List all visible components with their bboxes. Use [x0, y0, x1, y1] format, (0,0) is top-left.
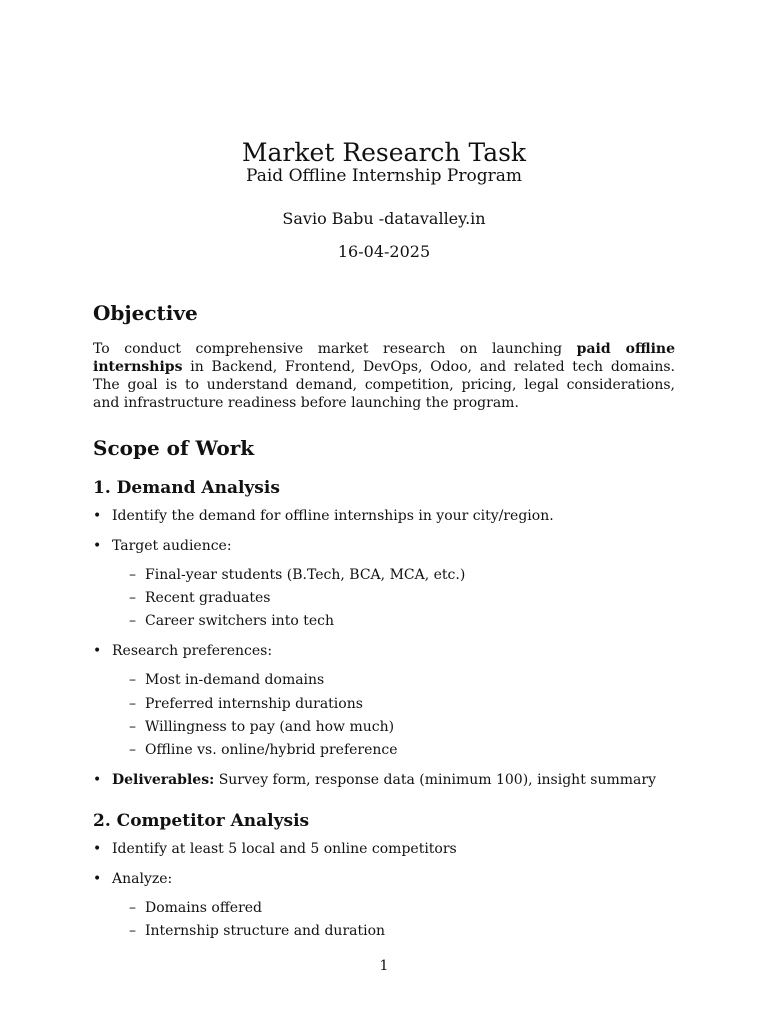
competitor-heading: 2. Competitor Analysis: [93, 811, 310, 831]
competitor-item-identify: Identify at least 5 local and 5 online competitors: [112, 841, 457, 857]
analyze-dash-1: –: [129, 900, 136, 916]
demand-item-audience: Target audience:: [112, 538, 232, 554]
audience-item: Career switchers into tech: [145, 613, 334, 629]
document-title: Market Research Task: [241, 138, 527, 167]
preference-item: Most in-demand domains: [145, 672, 325, 688]
objective-heading: Objective: [93, 301, 198, 325]
scope-heading: Scope of Work: [93, 436, 255, 460]
document-date: 16-04-2025: [337, 242, 431, 261]
demand-bullet-4: •: [93, 772, 102, 788]
demand-item-identify: Identify the demand for offline internships in your city/region.: [112, 508, 554, 524]
audience-dash-2: –: [129, 590, 136, 606]
deliverables-text: Survey form, response data (minimum 100), insight summary: [214, 772, 656, 788]
preference-item: Preferred internship durations: [145, 696, 363, 712]
preference-dash-2: –: [129, 696, 136, 712]
objective-paragraph: [93, 340, 675, 412]
demand-bullet-1: •: [93, 508, 102, 524]
demand-deliverables: [112, 771, 656, 789]
audience-dash-1: –: [129, 567, 136, 583]
preference-dash-3: –: [129, 719, 136, 735]
preference-item: Offline vs. online/hybrid preference: [145, 742, 398, 758]
competitor-bullet-2: •: [93, 871, 102, 887]
analyze-item: Internship structure and duration: [145, 923, 386, 939]
demand-bullet-2: •: [93, 538, 102, 554]
analyze-item: Domains offered: [145, 900, 263, 916]
preference-dash-1: –: [129, 672, 136, 688]
document-author: Savio Babu -datavalley.in: [282, 209, 486, 228]
objective-text-end: in Backend, Frontend, DevOps, Odoo, and related tech domains. The goal is to understand demand, competition, pricing, legal considerations, and infrastructure readiness before launching the program.: [93, 359, 675, 411]
preference-item: Willingness to pay (and how much): [145, 719, 395, 735]
deliverables-label: Deliverables:: [112, 772, 215, 788]
audience-dash-3: –: [129, 613, 136, 629]
audience-item: Recent graduates: [145, 590, 271, 606]
objective-text-start: To conduct comprehensive market research on launching: [93, 341, 577, 357]
document-subtitle: Paid Offline Internship Program: [246, 166, 522, 186]
page-number: 1: [379, 958, 389, 974]
analyze-dash-2: –: [129, 923, 136, 939]
audience-item: Final-year students (B.Tech, BCA, MCA, etc.): [145, 567, 466, 583]
competitor-bullet-1: •: [93, 841, 102, 857]
demand-heading: 1. Demand Analysis: [93, 478, 280, 498]
objective-text-bold: paid offline internships: [93, 341, 676, 375]
preference-dash-4: –: [129, 742, 136, 758]
demand-item-preferences: Research preferences:: [112, 643, 273, 659]
demand-bullet-3: •: [93, 643, 102, 659]
competitor-item-analyze: Analyze:: [112, 871, 173, 887]
